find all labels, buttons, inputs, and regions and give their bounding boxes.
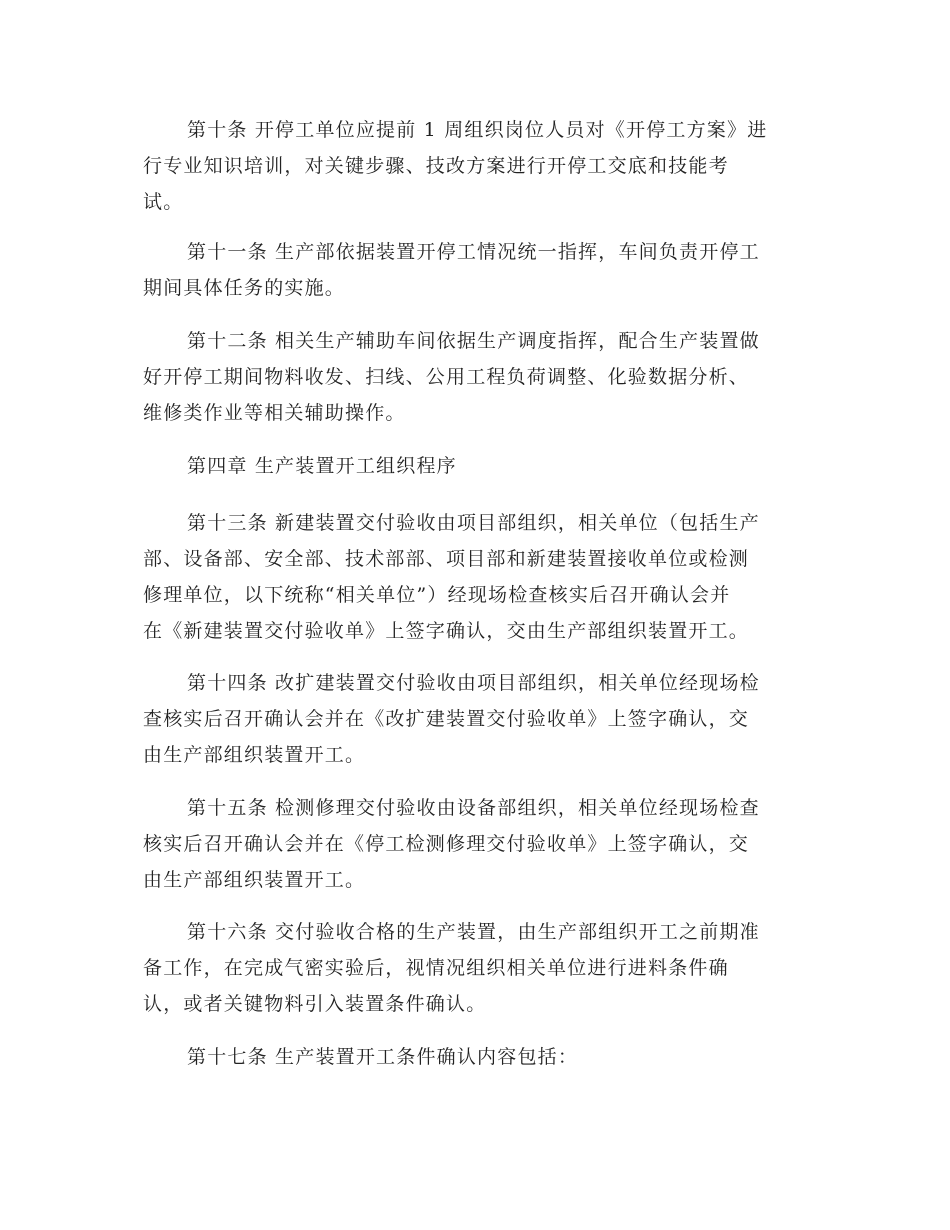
text-line: 认，或者关键物料引入装置条件确认。 [143,993,487,1015]
text-line: 由生产部组织装置开工。 [143,744,366,766]
text-line: 第十二条 相关生产辅助车间依据生产调度指挥，配合生产装置做 [187,330,760,352]
article-11-paragraph [143,234,807,306]
text-line: 第十六条 交付验收合格的生产装置，由生产部组织开工之前期准 [187,921,760,943]
text-line: 第十三条 新建装置交付验收由项目部组织，相关单位（包括生产 [187,512,760,534]
article-17-paragraph [143,1039,807,1075]
text-line: 部、设备部、安全部、技术部部、项目部和新建装置接收单位或检测 [143,548,750,570]
article-15-paragraph [143,790,807,898]
text-line: 核实后召开确认会并在《停工检测修理交付验收单》上签字确认，交 [143,833,750,855]
text-line: 在《新建装置交付验收单》上签字确认，交由生产部组织装置开工。 [143,620,750,642]
text-line: 第十四条 改扩建装置交付验收由项目部组织，相关单位经现场检 [187,672,760,694]
text-line: 维修类作业等相关辅助操作。 [143,402,406,424]
article-16-paragraph [143,914,807,1022]
article-13-paragraph [143,505,807,649]
chapter-4-heading [143,448,807,484]
text-line: 第十五条 检测修理交付验收由设备部组织，相关单位经现场检查 [187,797,760,819]
text-line: 修理单位，以下统称“相关单位”）经现场检查核实后召开确认会并 [143,584,731,606]
article-12-paragraph [143,323,807,431]
text-line: 第十七条 生产装置开工条件确认内容包括： [187,1046,579,1068]
text-line: 由生产部组织装置开工。 [143,869,366,891]
article-10-paragraph [143,112,807,220]
text-line: 期间具体任务的实施。 [143,277,346,299]
text-line: 第十条 开停工单位应提前 1 周组织岗位人员对《开停工方案》进 [187,119,768,141]
text-line: 好开停工期间物料收发、扫线、公用工程负荷调整、化验数据分析、 [143,366,750,388]
text-line: 第十一条 生产部依据装置开停工情况统一指挥，车间负责开停工 [187,241,760,263]
text-line: 试。 [143,191,184,213]
chapter-title: 第四章 生产装置开工组织程序 [187,455,457,477]
article-14-paragraph [143,665,807,773]
text-line: 备工作，在完成气密实验后，视情况组织相关单位进行进料条件确 [143,957,729,979]
text-line: 查核实后召开确认会并在《改扩建装置交付验收单》上签字确认，交 [143,708,750,730]
text-line: 行专业知识培训，对关键步骤、技改方案进行开停工交底和技能考 [143,155,729,177]
